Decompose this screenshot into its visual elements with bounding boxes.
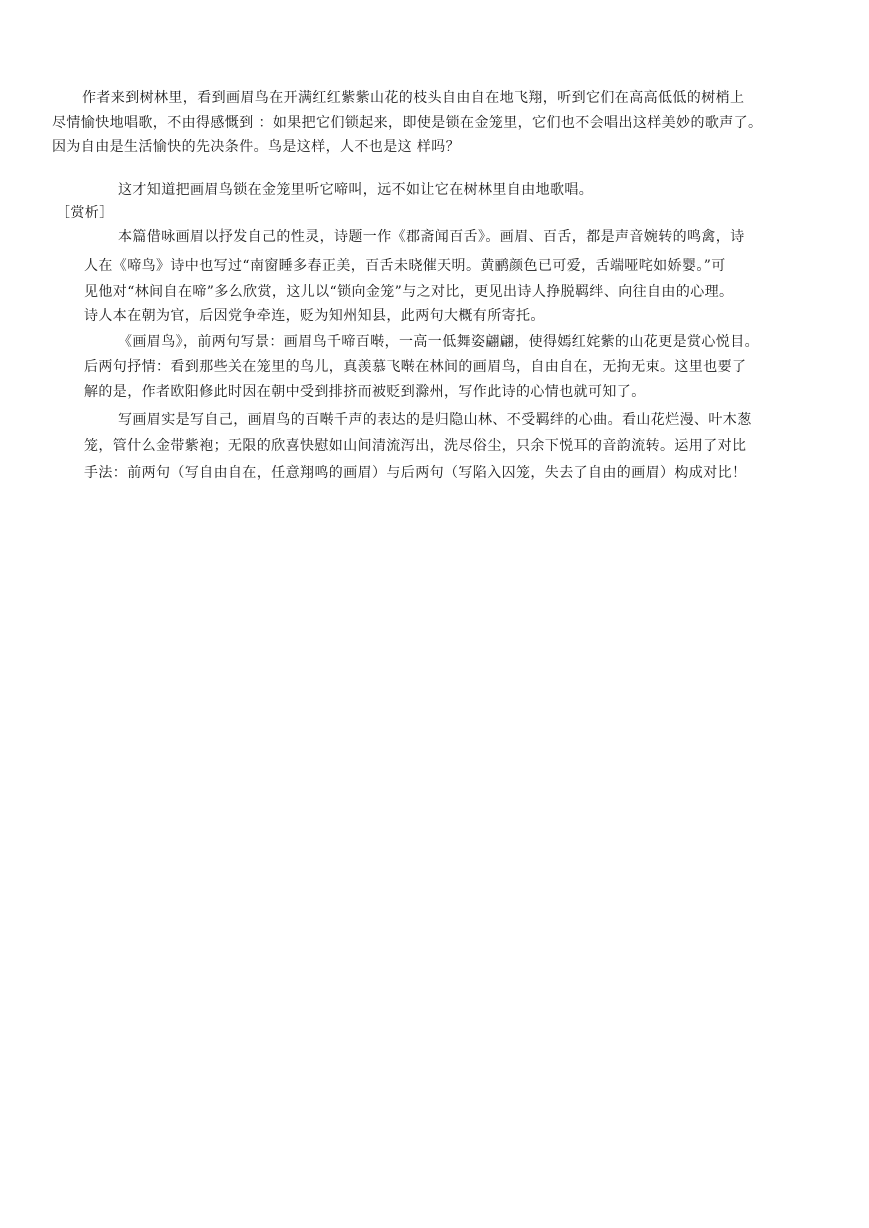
analysis-p3-line-1: 写画眉实是写自己，画眉鸟的百啭千声的表达的是归隐山林、不受羁绊的心曲。看山花烂漫、叶木葱 (118, 412, 752, 428)
analysis-p1-line-1: 本篇借咏画眉以抒发自己的性灵，诗题一作《郡斋闻百舌》。画眉、百舌，都是声音婉转的鸣禽，诗 (118, 229, 745, 245)
intro-line-2: 尽情愉快地唱歌，不由得感慨到 ：如果把它们锁起来，即使是锁在金笼里，它们也不会唱出这样美妙的歌声了。 (52, 115, 763, 131)
analysis-p3-line-2: 笼，管什么金带紫袍；无限的欣喜快慰如山间清流泻出，洗尽俗尘，只余下悦耳的音韵流转。运用了对比 (84, 438, 747, 454)
analysis-p1-line-2: 人在《啼鸟》诗中也写过“南窗睡多春正美，百舌未晓催天明。黄鹂颜色已可爱，舌端哑咤如娇婴。”可 (84, 258, 726, 274)
analysis-heading: ［赏析］ (56, 205, 114, 221)
analysis-p2-line-3: 解的是，作者欧阳修此时因在朝中受到排挤而被贬到滁州，写作此诗的心情也就可知了。 (84, 384, 646, 400)
translation-line: 这才知道把画眉鸟锁在金笼里听它啼叫，远不如让它在树林里自由地歌唱。 (118, 182, 594, 198)
analysis-p1-line-4: 诗人本在朝为官，后因党争牵连，贬为知州知县，此两句大概有所寄托。 (84, 308, 545, 324)
analysis-p1-line-3: 见他对“林间自在啼”多么欣赏，这儿以“锁向金笼”与之对比，更见出诗人挣脱羁绊、向往自由的心理。 (84, 284, 734, 300)
analysis-p2-line-1: 《画眉鸟》，前两句写景：画眉鸟千啼百啭，一高一低舞姿翩翩，使得嫣红姹紫的山花更是赏心悦目。 (118, 334, 759, 350)
intro-line-3: 因为自由是生活愉快的先决条件。鸟是这样，人不也是这 样吗？ (52, 139, 461, 155)
analysis-p3-line-3: 手法：前两句（写自由自在，任意翔鸣的画眉）与后两句（写陷入囚笼，失去了自由的画眉）构成对比！ (84, 465, 747, 481)
intro-line-1: 作者来到树林里，看到画眉鸟在开满红红紫紫山花的枝头自由自在地飞翔，听到它们在高高低低的树梢上 (82, 90, 745, 106)
analysis-p2-line-2: 后两句抒情：看到那些关在笼里的鸟儿，真羡慕飞啭在林间的画眉鸟，自由自在，无拘无束。这里也要了 (84, 359, 747, 375)
